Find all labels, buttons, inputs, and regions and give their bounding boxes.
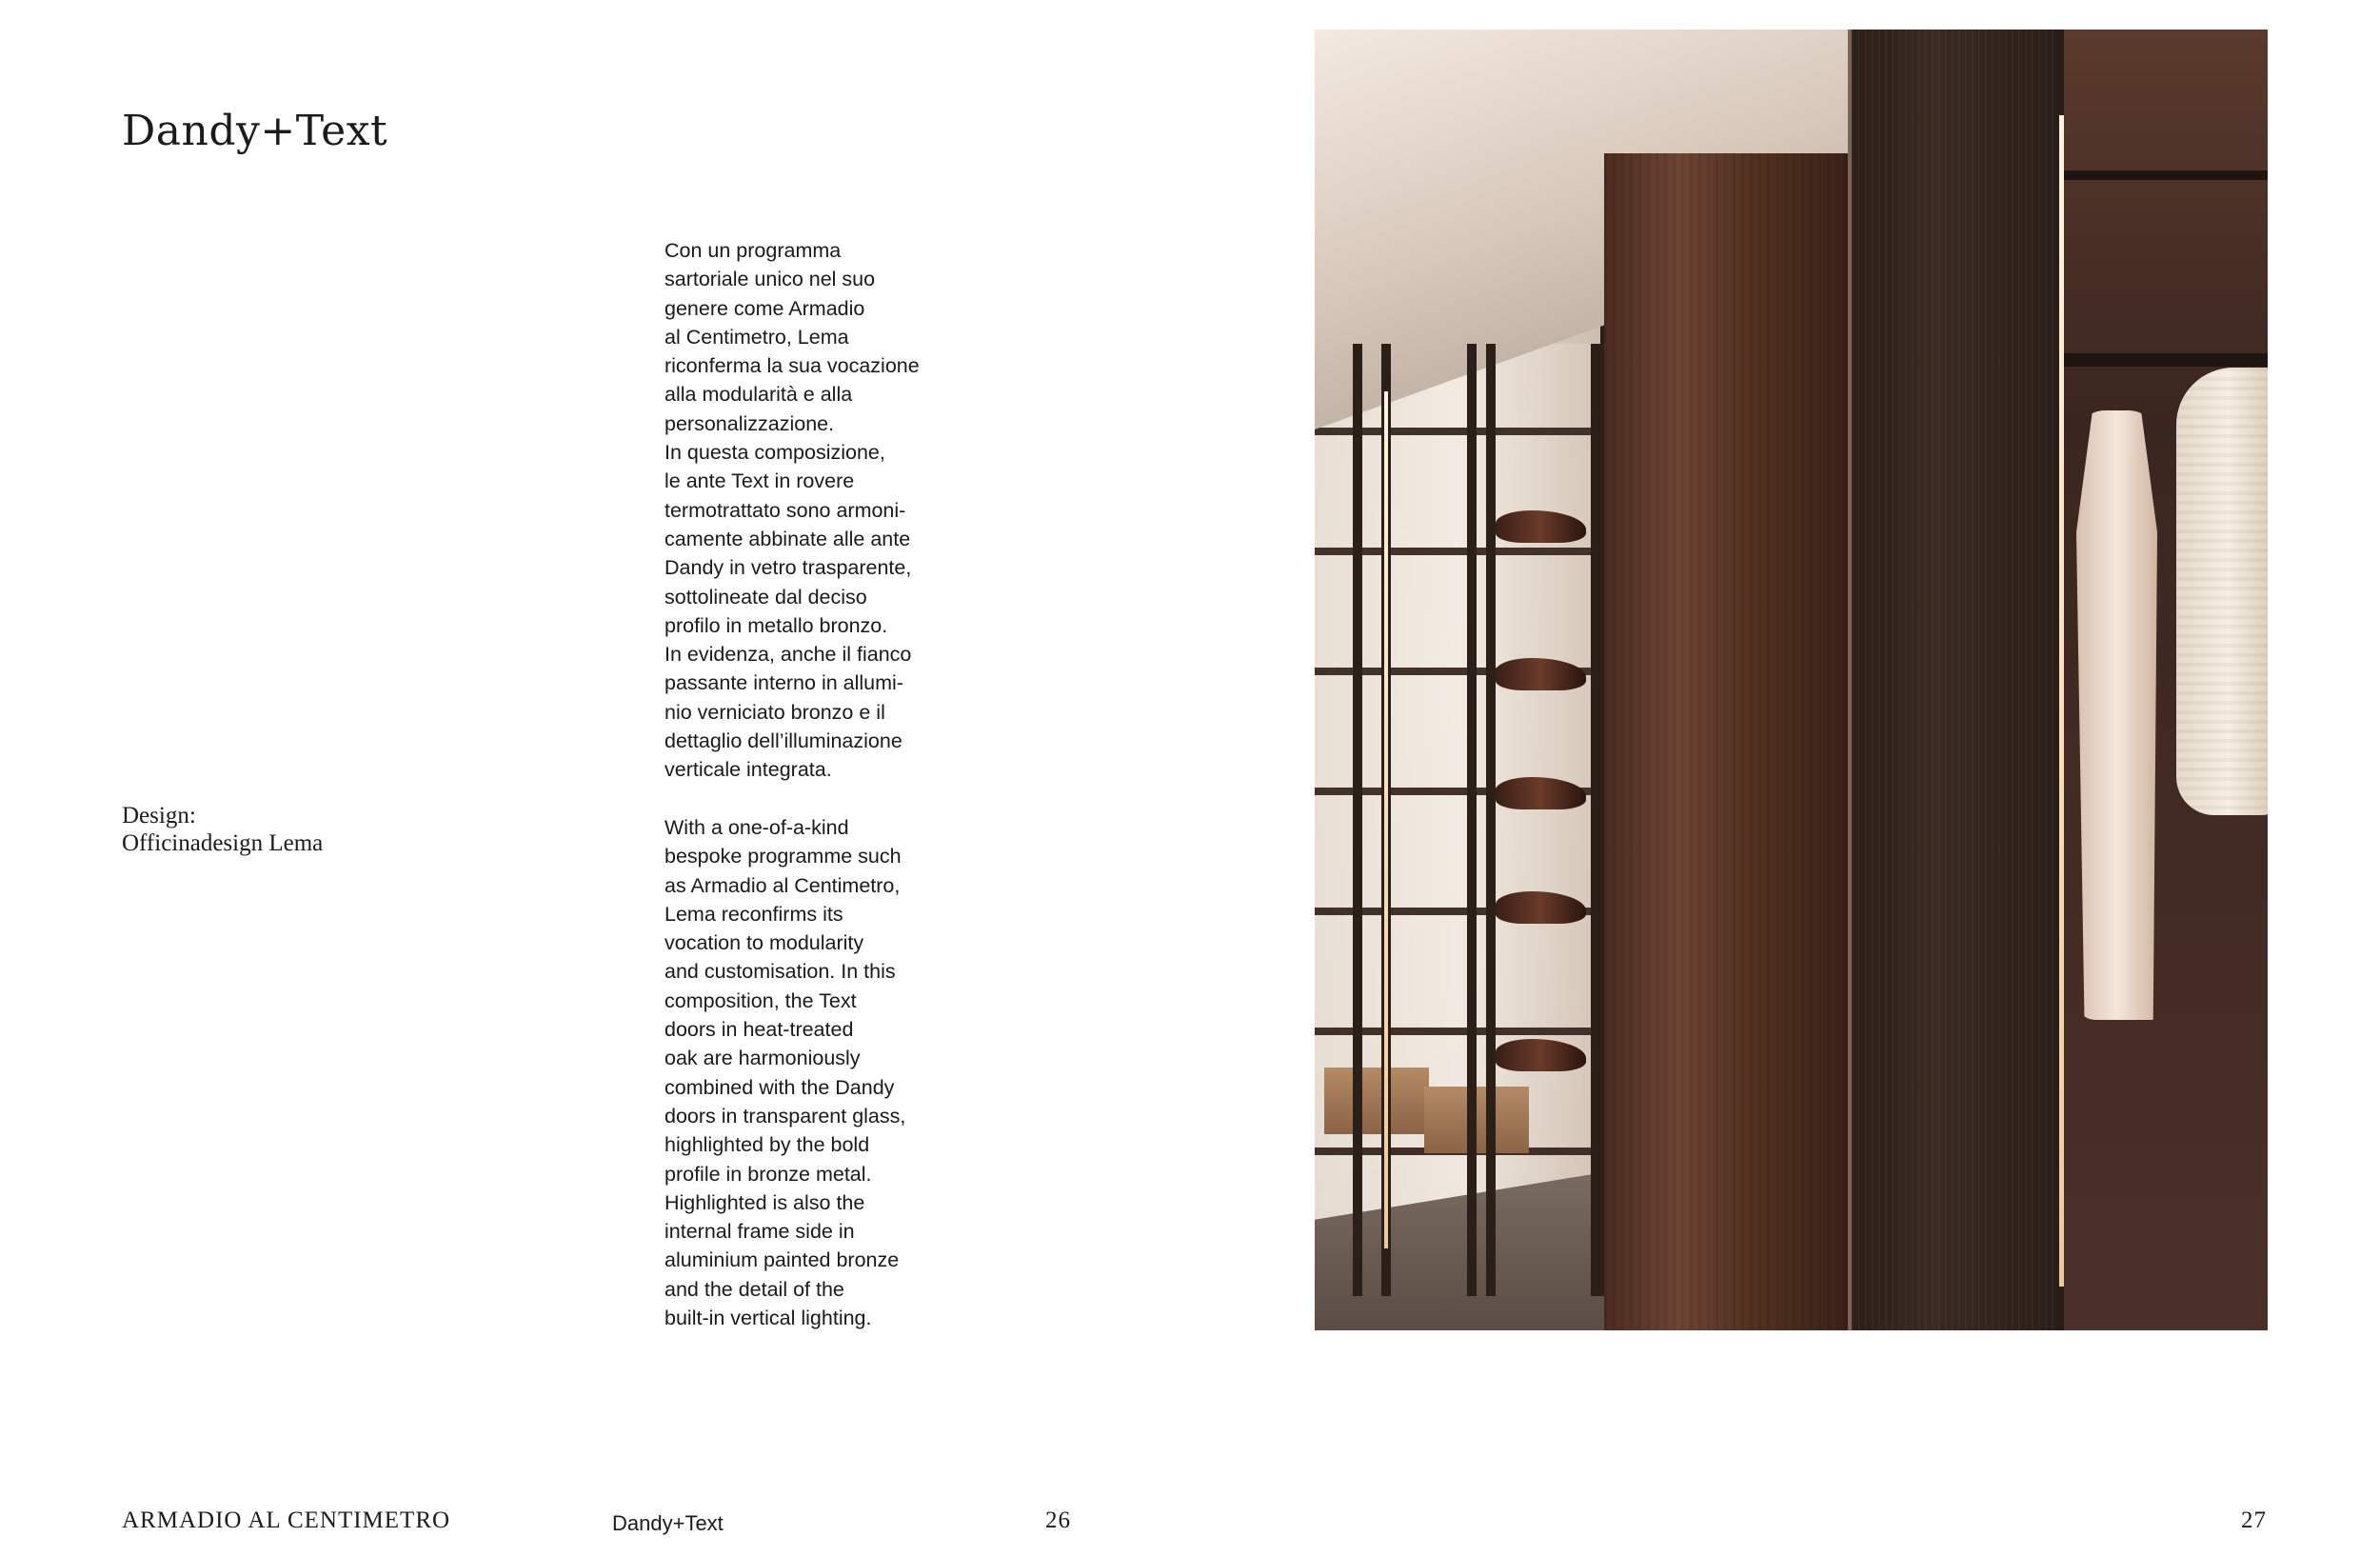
text-line: combined with the Dandy	[664, 1075, 895, 1099]
text-line: Con un programma	[664, 239, 842, 262]
design-credit	[122, 802, 323, 857]
text-line: personalizzazione.	[664, 411, 835, 435]
text-line: profilo in metallo bronzo.	[664, 613, 888, 637]
text-line: built-in vertical lighting.	[664, 1306, 872, 1329]
photo-glass-frame	[1353, 344, 1362, 1296]
photo-glass-frame	[1486, 344, 1496, 1296]
text-line: as Armadio al Centimetro,	[664, 873, 901, 897]
text-line: aluminium painted bronze	[664, 1248, 900, 1272]
italian-paragraph	[664, 236, 950, 785]
photo-hanging-rail	[2064, 353, 2268, 367]
text-line: passante interno in allumi-	[664, 671, 903, 695]
photo-crate	[1424, 1087, 1529, 1153]
text-line: Dandy in vetro trasparente,	[664, 556, 912, 580]
text-line: doors in heat-treated	[664, 1018, 854, 1042]
photo-wood-column	[1852, 30, 2056, 1330]
text-line: al Centimetro, Lema	[664, 325, 849, 349]
photo-dress	[2076, 410, 2157, 1020]
text-line: Lema reconfirms its	[664, 902, 843, 926]
text-line: vocation to modularity	[664, 931, 864, 955]
photo-light-strip	[1384, 391, 1388, 1248]
text-line: bespoke programme such	[664, 845, 902, 868]
text-line: and the detail of the	[664, 1277, 844, 1301]
english-paragraph	[664, 813, 950, 1332]
text-line: camente abbinate alle ante	[664, 527, 911, 550]
text-line: and customisation. In this	[664, 960, 896, 984]
body-copy	[664, 236, 950, 1332]
text-line: doors in transparent glass,	[664, 1104, 906, 1128]
page-number-right: 27	[2241, 1507, 2267, 1533]
text-line: oak are harmoniously	[664, 1047, 861, 1070]
text-line: profile in bronze metal.	[664, 1162, 872, 1186]
footer-product-name: Dandy+Text	[612, 1511, 724, 1535]
text-line: nio verniciato bronzo e il	[664, 700, 885, 724]
photo-hanging-rail	[2064, 170, 2268, 180]
text-line: dettaglio dell’illuminazione	[664, 729, 902, 753]
photo-crate	[1324, 1068, 1429, 1134]
photo-glass-frame	[1467, 344, 1477, 1296]
page-title: Dandy+Text	[122, 107, 388, 155]
text-line: sottolineate dal deciso	[664, 585, 867, 609]
text-line: verticale integrata.	[664, 758, 832, 782]
text-line: With a one-of-a-kind	[664, 815, 849, 839]
design-label: Design:	[122, 803, 196, 828]
photo-light-strip	[2059, 115, 2064, 1287]
photo-glass-frame	[1591, 344, 1604, 1296]
text-line: highlighted by the bold	[664, 1133, 870, 1157]
text-line: alla modularità e alla	[664, 383, 853, 407]
text-line: In questa composizione,	[664, 441, 885, 465]
footer-section-title: ARMADIO AL CENTIMETRO	[122, 1507, 451, 1533]
text-line: riconferma la sua vocazione	[664, 354, 920, 378]
text-line: Highlighted is also the	[664, 1190, 865, 1214]
text-line: In evidenza, anche il fianco	[664, 643, 912, 667]
text-line: le ante Text in rovere	[664, 469, 855, 493]
paragraph-gap	[664, 785, 950, 813]
wardrobe-photo	[1315, 30, 2268, 1330]
photo-sweater	[2176, 368, 2268, 815]
designer-name: Officinadesign Lema	[122, 830, 324, 856]
text-line: termotrattato sono armoni-	[664, 498, 906, 522]
text-line: sartoriale unico nel suo	[664, 268, 876, 291]
page-number-left: 26	[1045, 1507, 1071, 1533]
text-line: internal frame side in	[664, 1220, 855, 1244]
text-line: composition, the Text	[664, 988, 857, 1012]
text-line: genere come Armadio	[664, 296, 865, 320]
photo-wood-door	[1604, 153, 1852, 1330]
